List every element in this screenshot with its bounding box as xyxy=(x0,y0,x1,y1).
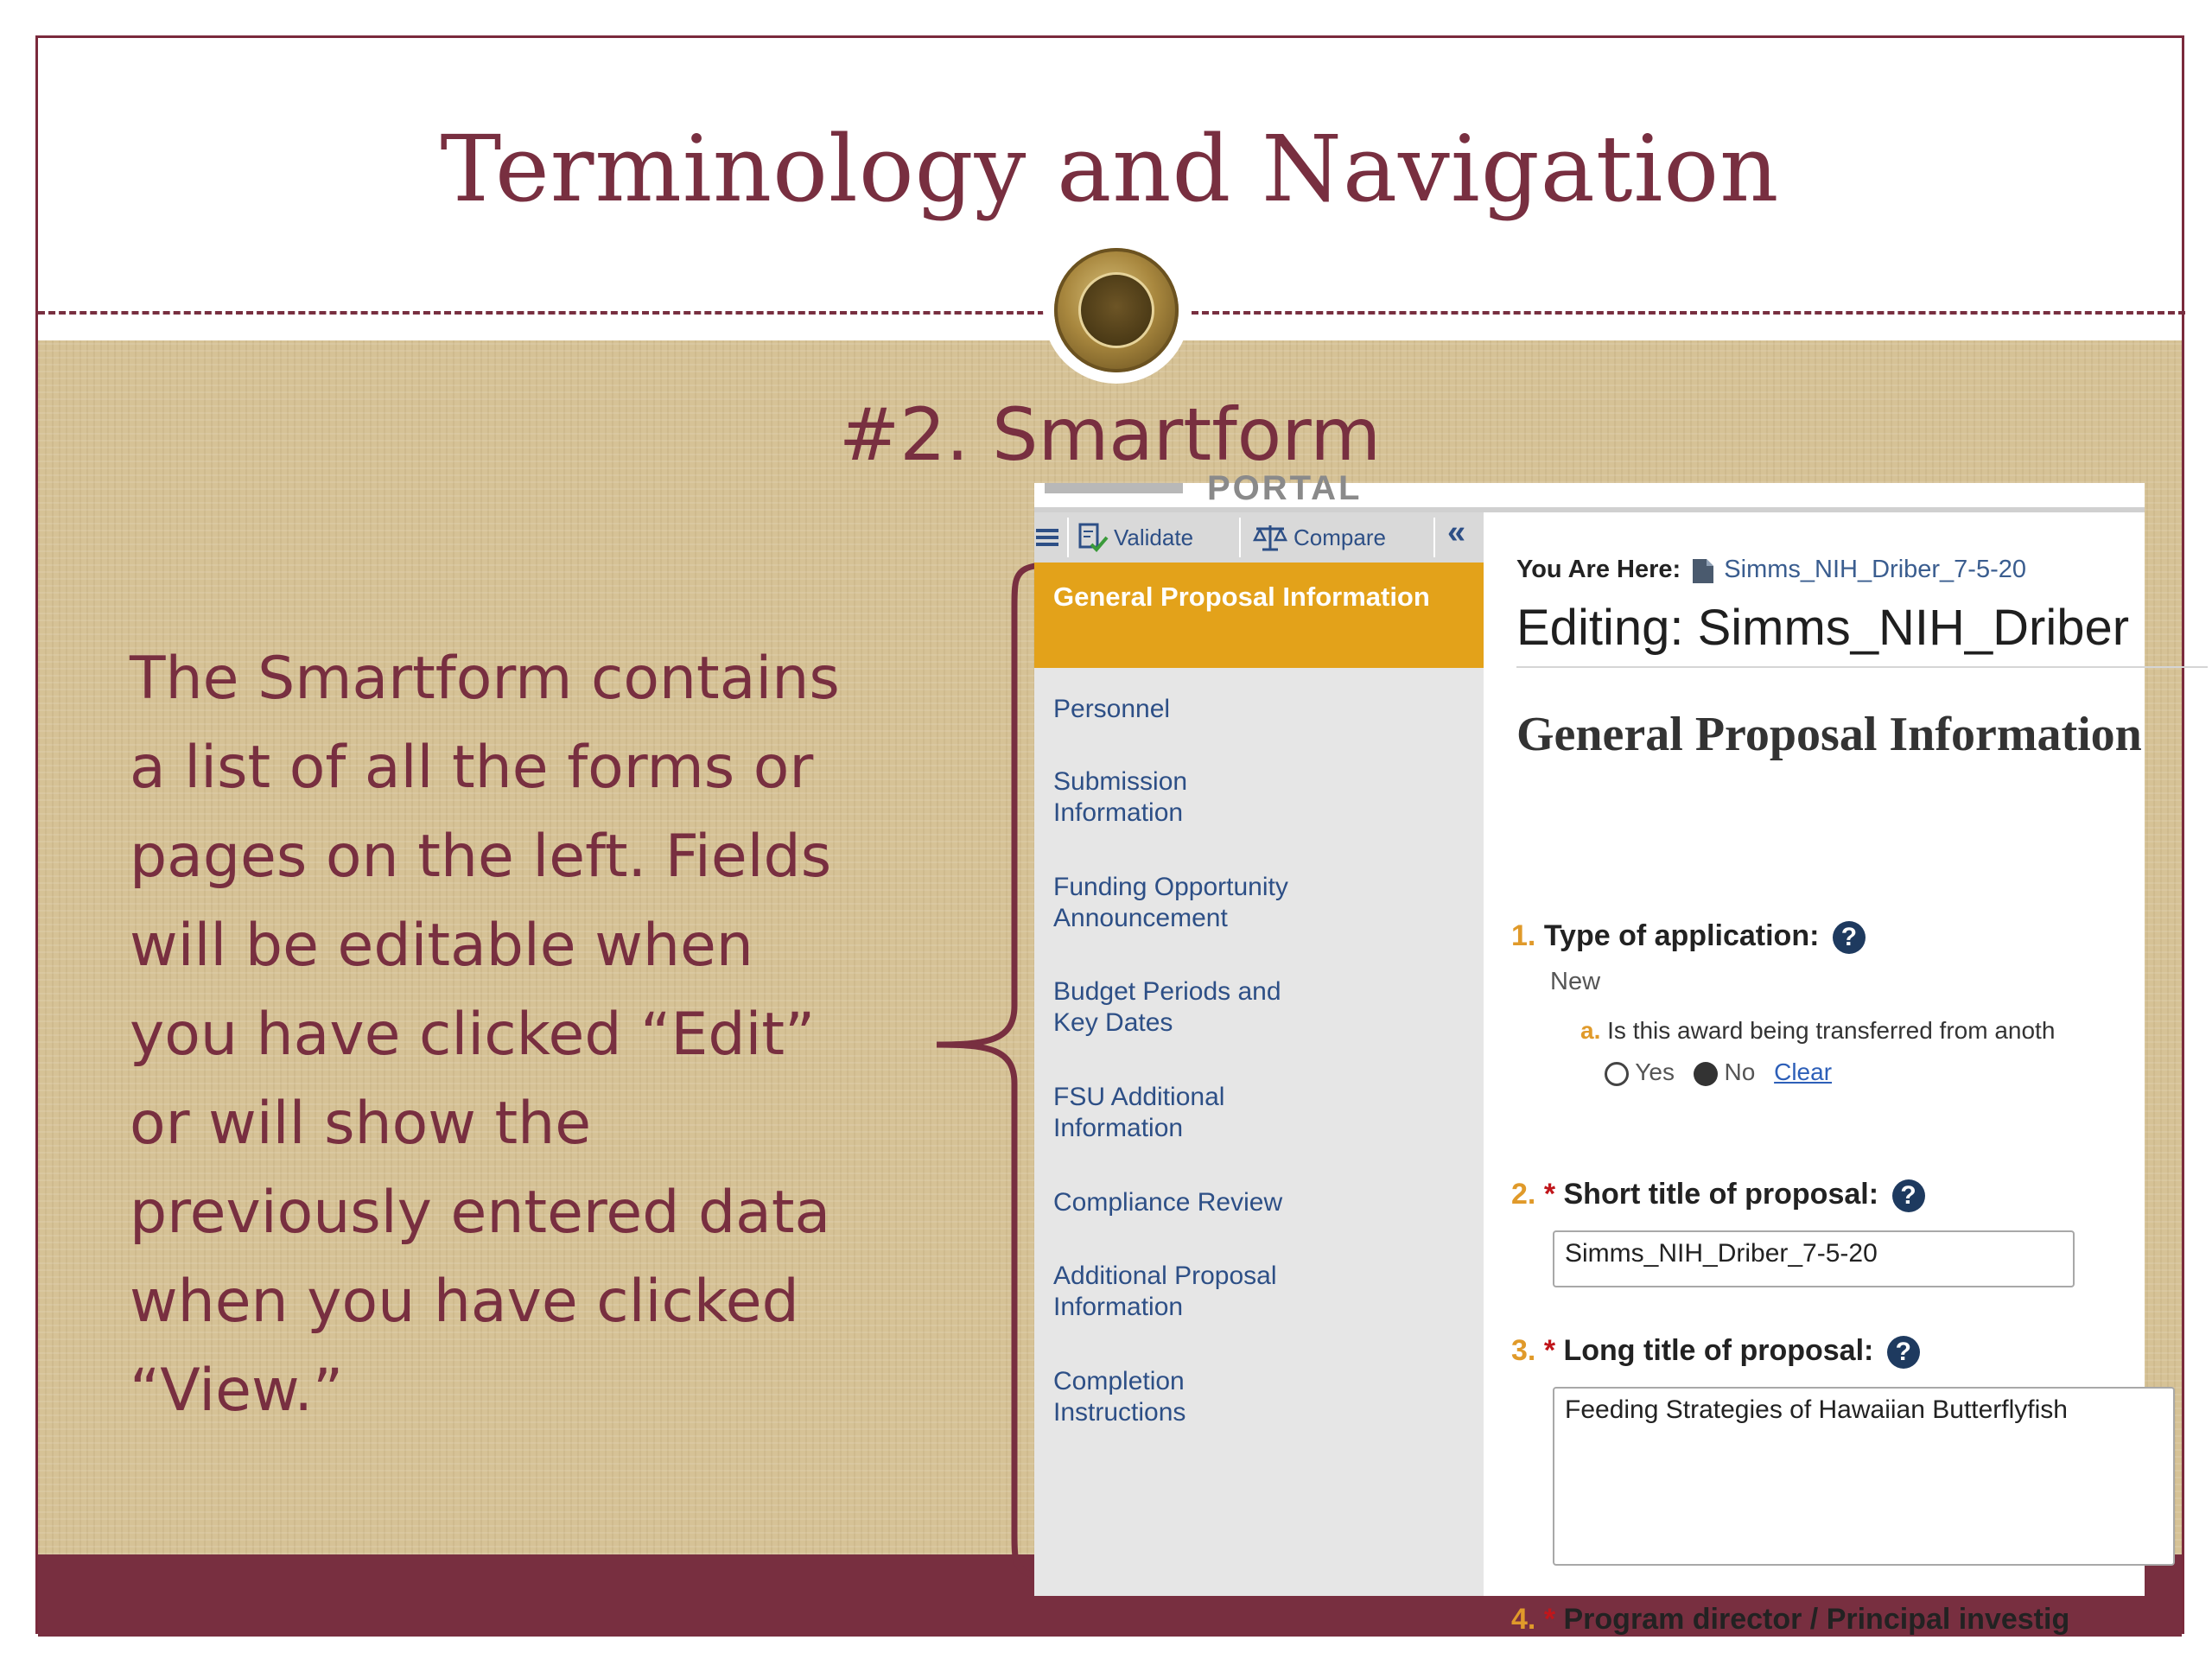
toolbar-separator xyxy=(1067,518,1069,557)
nav-item-additional-proposal-information[interactable]: Additional Proposal Information xyxy=(1053,1262,1277,1321)
radio-no[interactable] xyxy=(1694,1062,1718,1086)
scales-icon xyxy=(1252,523,1288,552)
validate-icon xyxy=(1077,522,1109,553)
required-marker: * xyxy=(1543,1334,1556,1367)
slide-body-text xyxy=(130,634,925,1435)
help-icon[interactable]: ? xyxy=(1833,921,1866,954)
document-icon xyxy=(1688,556,1717,585)
validate-button[interactable] xyxy=(1077,521,1193,554)
application-type-value: New xyxy=(1550,968,1601,995)
help-icon[interactable]: ? xyxy=(1892,1179,1925,1212)
breadcrumb-label: You Are Here: xyxy=(1516,556,1681,583)
short-title-input[interactable]: Simms_NIH_Driber_7-5-20 xyxy=(1553,1230,2075,1287)
sub-question-label: Is this award being transferred from anoth xyxy=(1607,1017,2056,1044)
nav-item-label: General Proposal Information xyxy=(1053,582,1430,612)
toolbar-separator xyxy=(1433,518,1435,557)
divider-right xyxy=(1192,311,2185,315)
question-long-title xyxy=(1511,1334,1920,1369)
collapse-nav-button[interactable] xyxy=(1447,513,1466,550)
body-line: “View.” xyxy=(130,1357,344,1425)
required-marker: * xyxy=(1543,1178,1556,1211)
compare-button[interactable] xyxy=(1252,521,1386,554)
nav-item-general-proposal-information[interactable] xyxy=(1034,563,1484,668)
question-program-director xyxy=(1511,1603,2069,1637)
body-line: when you have clicked xyxy=(130,1268,799,1336)
award-transfer-radio-group xyxy=(1605,1058,1832,1086)
smartform-nav-pane xyxy=(1034,512,1484,1596)
question-award-transfer xyxy=(1580,1017,2055,1045)
long-title-textarea[interactable]: Feeding Strategies of Hawaiian Butterflyfish xyxy=(1553,1387,2175,1566)
toolbar-separator xyxy=(1239,518,1241,557)
hamburger-menu-button[interactable] xyxy=(1034,521,1060,554)
divider-left xyxy=(38,311,1045,315)
nav-item-funding-opportunity-announcement[interactable]: Funding Opportunity Announcement xyxy=(1053,873,1288,932)
seal-center xyxy=(1078,272,1154,348)
help-icon[interactable]: ? xyxy=(1887,1336,1920,1369)
radio-yes-label: Yes xyxy=(1635,1058,1675,1085)
radio-yes[interactable] xyxy=(1605,1062,1629,1086)
question-number: 3. xyxy=(1511,1334,1536,1367)
slide-title: Terminology and Navigation xyxy=(440,116,1780,222)
question-type-of-application xyxy=(1511,919,1866,954)
portal-logo-fragment xyxy=(1045,483,1183,493)
smartform-main-pane xyxy=(1484,512,2145,1636)
slide-subtitle: #2. Smartform xyxy=(838,392,1382,477)
section-title: General Proposal Information xyxy=(1516,708,2142,761)
nav-item-completion-instructions[interactable]: Completion Instructions xyxy=(1053,1367,1186,1427)
fsu-seal-icon xyxy=(1054,248,1179,372)
slide xyxy=(35,35,2184,1634)
question-number: 1. xyxy=(1511,919,1536,952)
nav-item-personnel[interactable]: Personnel xyxy=(1053,695,1171,723)
required-marker: * xyxy=(1543,1603,1556,1636)
validate-label: Validate xyxy=(1114,524,1194,550)
question-label: Program director / Principal investig xyxy=(1563,1603,2070,1636)
body-line: or will show the xyxy=(130,1090,592,1158)
portal-header xyxy=(1034,469,2145,509)
page-title: Editing: Simms_NIH_Driber xyxy=(1516,600,2130,656)
question-short-title xyxy=(1511,1178,1925,1212)
smartform-screenshot xyxy=(1034,469,2145,1636)
clear-selection-link[interactable]: Clear xyxy=(1774,1058,1833,1085)
hamburger-icon xyxy=(1034,524,1060,550)
double-chevron-left-icon: « xyxy=(1447,513,1466,550)
title-divider xyxy=(1516,666,2208,668)
body-line: will be editable when xyxy=(130,912,753,980)
question-label: Short title of proposal: xyxy=(1563,1178,1879,1211)
sub-question-letter: a. xyxy=(1580,1017,1601,1044)
nav-item-submission-information[interactable]: Submission Information xyxy=(1053,767,1188,827)
body-line: pages on the left. Fields xyxy=(130,823,832,891)
breadcrumb xyxy=(1516,556,2026,585)
question-label: Long title of proposal: xyxy=(1563,1334,1874,1367)
radio-no-label: No xyxy=(1724,1058,1756,1085)
smartform-toolbar xyxy=(1034,512,1484,563)
compare-label: Compare xyxy=(1294,524,1386,550)
breadcrumb-link[interactable]: Simms_NIH_Driber_7-5-20 xyxy=(1724,556,2027,583)
nav-item-fsu-additional-information[interactable]: FSU Additional Information xyxy=(1053,1083,1225,1142)
question-number: 4. xyxy=(1511,1603,1536,1636)
portal-label: PORTAL xyxy=(1207,469,1363,507)
question-number: 2. xyxy=(1511,1178,1536,1211)
body-line: a list of all the forms or xyxy=(130,734,814,802)
body-line: The Smartform contains xyxy=(130,645,840,713)
nav-item-budget-periods-key-dates[interactable]: Budget Periods and Key Dates xyxy=(1053,977,1281,1037)
nav-item-compliance-review[interactable]: Compliance Review xyxy=(1053,1188,1283,1217)
body-line: you have clicked “Edit” xyxy=(130,1001,816,1069)
body-line: previously entered data xyxy=(130,1179,831,1247)
question-label: Type of application: xyxy=(1543,919,1820,952)
seal-container xyxy=(1043,237,1190,384)
